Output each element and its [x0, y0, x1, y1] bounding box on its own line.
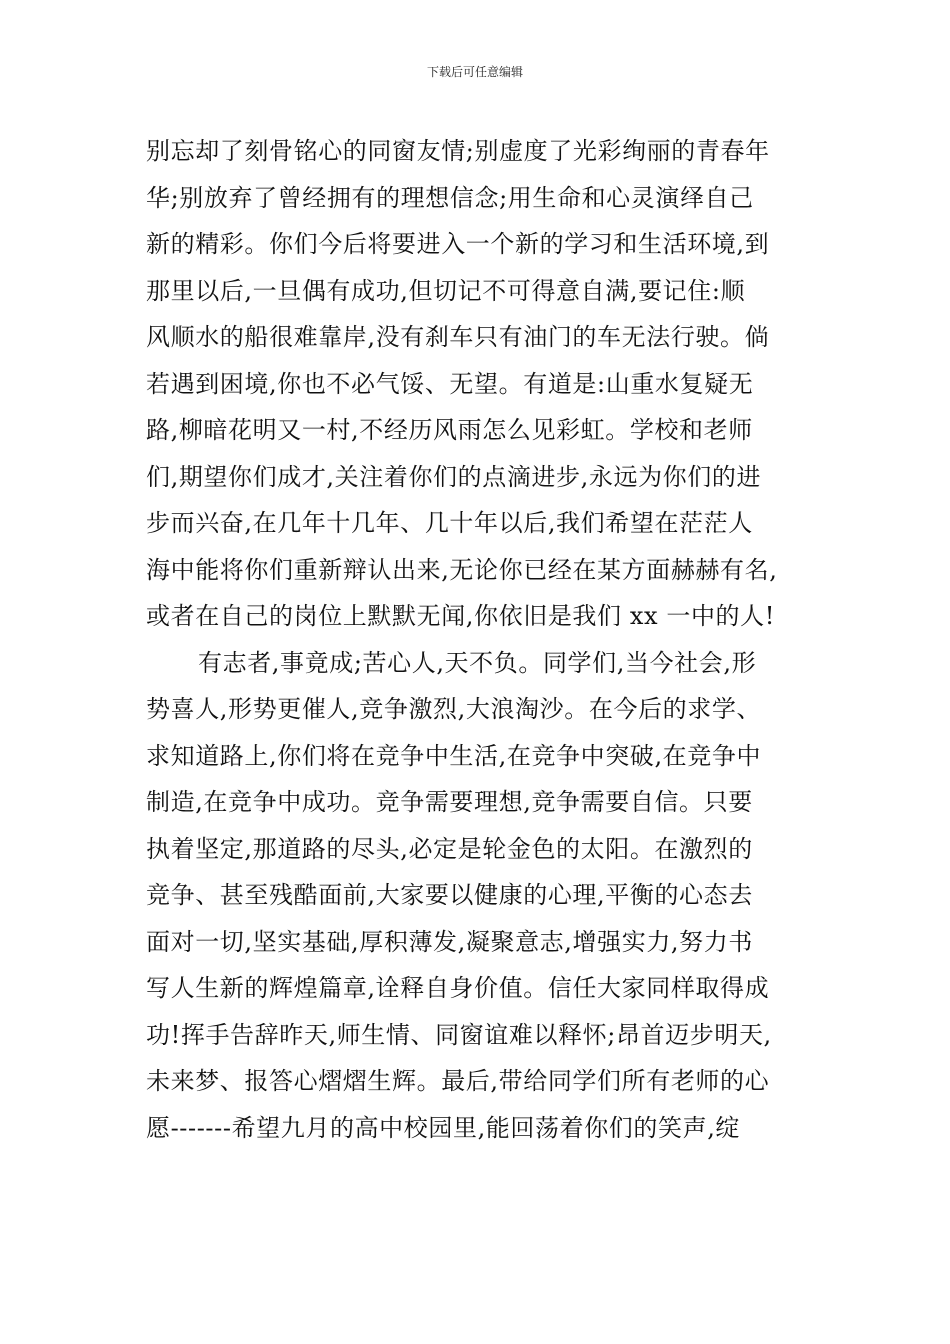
text-line: 别忘却了刻骨铭心的同窗友情;别虚度了光彩绚丽的青春年: [146, 137, 770, 165]
text-line: 那里以后,一旦偶有成功,但切记不可得意自满,要记住:顺: [146, 276, 746, 305]
page-header: 下载后可任意编辑: [426, 65, 523, 79]
text-line: 写人生新的辉煌篇章,诠释自身价值。信任大家同样取得成: [146, 974, 770, 1002]
text-line: 若遇到困境,你也不必气馁、无望。有道是:山重水复疑无: [146, 369, 754, 398]
text-line: 华;别放弃了曾经拥有的理想信念;用生命和心灵演绎自己: [146, 183, 754, 212]
text-line: 竞争、甚至残酷面前,大家要以健康的心理,平衡的心态去: [146, 881, 753, 909]
text-line: 步而兴奋,在几年十几年、几十年以后,我们希望在茫茫人: [146, 509, 753, 537]
text-line: 新的精彩。你们今后将要进入一个新的学习和生活环境,到: [146, 230, 770, 258]
text-line: 面对一切,坚实基础,厚积薄发,凝聚意志,增强实力,努力书: [146, 927, 753, 956]
text-line: 执着坚定,那道路的尽头,必定是轮金色的太阳。在激烈的: [146, 834, 753, 863]
text-line: 未来梦、报答心熠熠生辉。最后,带给同学们所有老师的心: [146, 1067, 770, 1095]
paragraph-start-line: 有志者,事竟成;苦心人,天不负。同学们,当今社会,形: [198, 648, 757, 677]
text-line: 愿-------希望九月的高中校园里,能回荡着你们的笑声,绽: [146, 1113, 741, 1142]
text-line: 路,柳暗花明又一村,不经历风雨怎么见彩虹。学校和老师: [146, 416, 753, 444]
text-line: 势喜人,形势更催人,竞争激烈,大浪淘沙。在今后的求学、: [146, 695, 762, 723]
text-line: 功!挥手告辞昨天,师生情、同窗谊难以释怀;昂首迈步明天,: [146, 1020, 772, 1049]
text-line: 风顺水的船很难靠岸,没有刹车只有油门的车无法行驶。倘: [146, 323, 770, 351]
text-line: 制造,在竞争中成功。竞争需要理想,竞争需要自信。只要: [146, 788, 753, 816]
document-body: [146, 128, 816, 1151]
text-line: 海中能将你们重新辩认出来,无论你已经在某方面赫赫有名,: [146, 555, 778, 584]
text-line: 或者在自己的岗位上默默无闻,你依旧是我们 xx 一中的人!: [146, 602, 775, 630]
text-line: 求知道路上,你们将在竞争中生活,在竞争中突破,在竞争中: [146, 741, 762, 770]
text-line: 们,期望你们成才,关注着你们的点滴进步,永远为你们的进: [146, 462, 762, 491]
